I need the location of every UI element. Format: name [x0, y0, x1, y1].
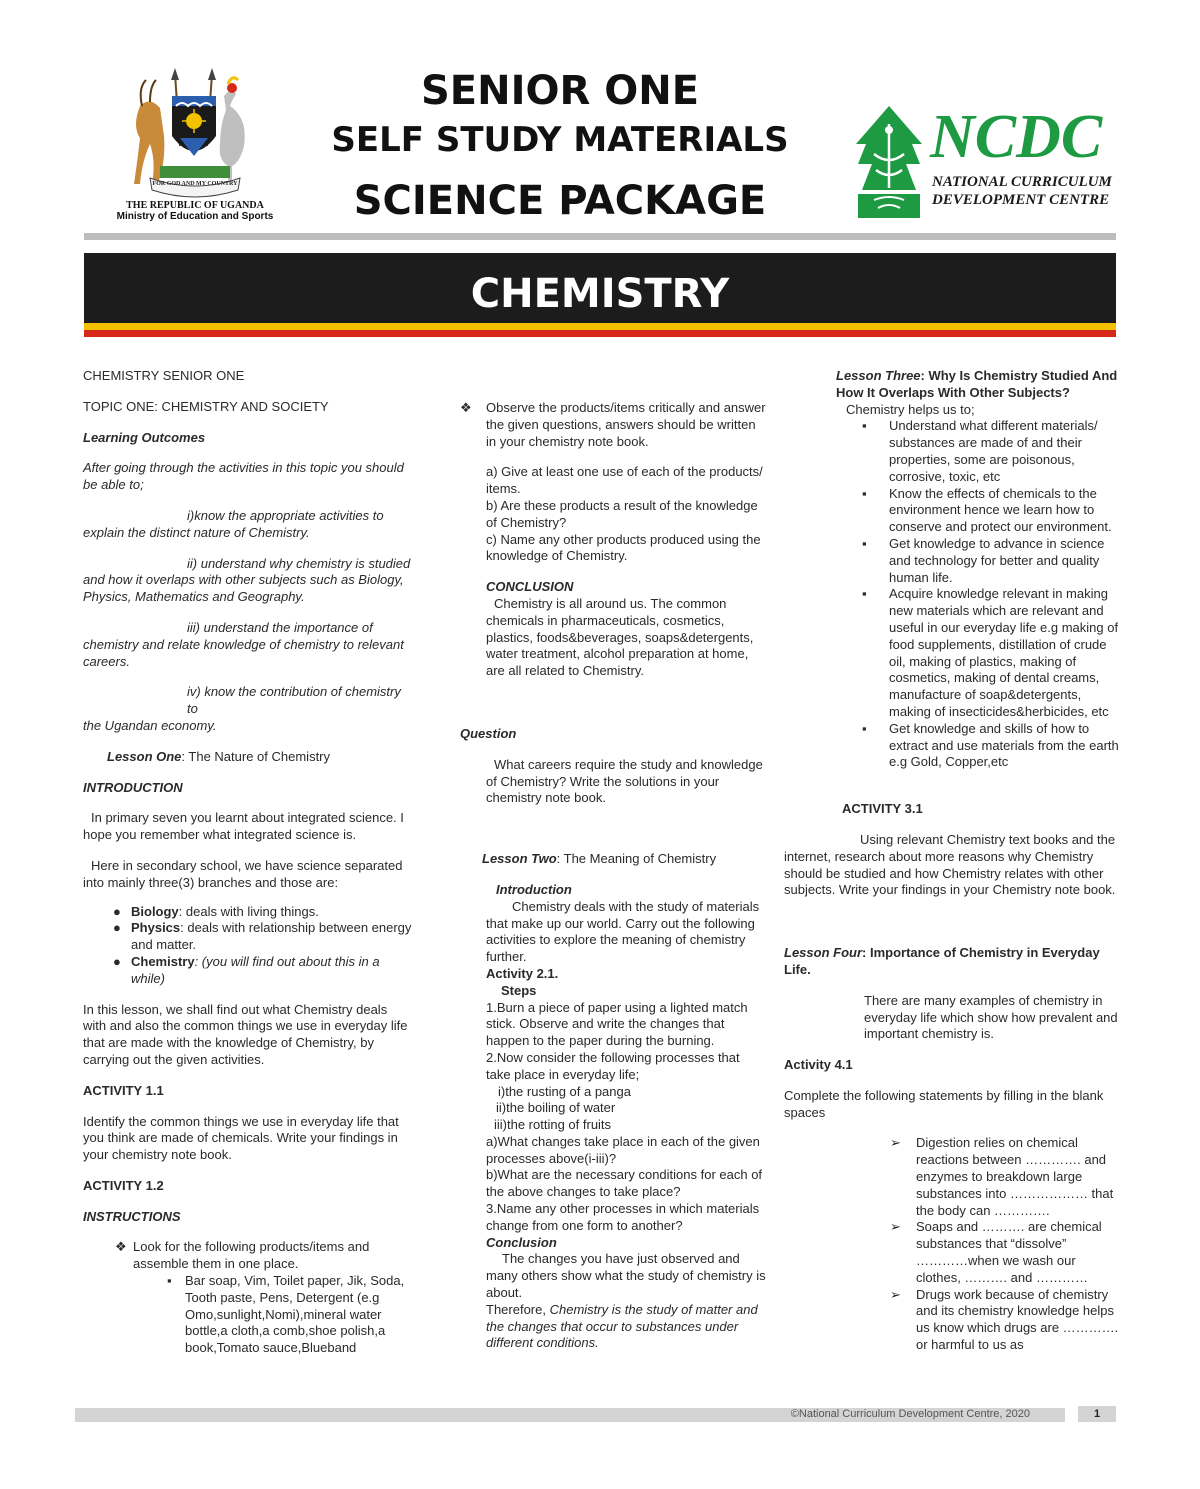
introduction-heading: INTRODUCTION — [83, 779, 183, 795]
header-divider — [84, 233, 1116, 240]
introduction-2-heading: Introduction — [496, 881, 572, 897]
title-senior-one: SENIOR ONE — [420, 68, 700, 114]
question-a: a) Give at least one use of each of the products/ items. — [486, 464, 763, 497]
outcomes-intro: After going through the activities in this topic you should be able to; — [83, 460, 404, 493]
step-3: 3.Name any other processes in which materials change from one form to another? — [486, 1201, 760, 1233]
lesson-one-heading: Lesson One: The Nature of Chemistry — [107, 748, 331, 764]
conclusion-2-heading: Conclusion — [486, 1234, 557, 1250]
reasons-list — [784, 418, 1120, 771]
doc-heading: CHEMISTRY SENIOR ONE — [83, 368, 245, 383]
list-item: ▪ Understand what different materials/ substances are made of and their properties, some are poisonous, corrosive, toxic, etc — [862, 418, 1098, 484]
conclusion-heading: CONCLUSION — [486, 579, 574, 595]
flag-stripe-yellow — [84, 323, 1116, 330]
activity-3-1-heading: ACTIVITY 3.1 — [842, 801, 923, 817]
ncdc-wordmark: NCDC — [930, 103, 1103, 171]
definition: Therefore, Chemistry is the study of matter and the changes that occur to substances under different conditions. — [486, 1301, 758, 1351]
topic-heading: TOPIC ONE: CHEMISTRY AND SOCIETY — [83, 398, 329, 414]
conclusion-text: Chemistry is all around us. The common chemicals in pharmaceuticals, cosmetics, plastics, foods&beverages, soaps&detergents, water treatment, alcohol preparation at home, are all related to Chemistry. — [486, 595, 754, 679]
instructions-heading: INSTRUCTIONS — [83, 1208, 181, 1224]
subject-banner — [84, 253, 1116, 323]
outcome-4b: the Ugandan economy. — [83, 717, 217, 733]
republic-label: THE REPUBLIC OF UGANDA — [126, 200, 264, 211]
outcome-3a: iii) understand the importance of — [187, 619, 373, 635]
list-item: ➢ Soaps and ………. are chemical substances that “dissolve” …………when we wash our clothes, ………. and ………… — [890, 1219, 1102, 1285]
list-item: ▪ Get knowledge and skills of how to extract and use materials from the earth e.g Gold, Copper,etc — [862, 720, 1119, 770]
examples-text: There are many examples of chemistry in everyday life which show how prevalent and important chemistry is. — [864, 992, 1118, 1042]
activity-1-1-text: Identify the common things we use in everyday life that you think are made of chemicals. Write your findings in your chemistry note book. — [83, 1113, 399, 1163]
step-2-ii: ii)the boiling of water — [496, 1100, 616, 1116]
activity-1-1-heading: ACTIVITY 1.1 — [83, 1082, 164, 1098]
question-heading: Question — [460, 725, 517, 741]
column-3 — [784, 368, 1120, 1354]
step-2-a: a)What changes take place in each of the given processes above(i-iii)? — [486, 1133, 760, 1166]
list-item: ▪ Acquire knowledge relevant in making new materials which are relevant and useful in our everyday life e.g making of food supplements, distillation of crude oil, making of plastics, making of cosmetics, making of dental creams, manufacture of soap&detergents, making of insecticides&herbicides, etc — [862, 586, 1119, 719]
outcome-1b: explain the distinct nature of Chemistry. — [83, 524, 310, 540]
branches-list — [83, 904, 413, 988]
lesson-paragraph: In this lesson, we shall find out what Chemistry deals with and also the common things we use in everyday life that are made with the knowledge of Chemistry, by carrying out the given activities. — [83, 1001, 408, 1067]
questions-block — [460, 464, 766, 680]
step-2-iii: iii)the rotting of fruits — [494, 1117, 612, 1133]
list-item: ▪ Get knowledge to advance in science and technology for better and quality human life. — [862, 535, 1105, 585]
intro-paragraph-1: In primary seven you learnt about integrated science. I hope you remember what integrated science is. — [83, 810, 404, 843]
title-self-study: SELF STUDY MATERIALS — [331, 120, 789, 160]
outcome-4a: iv) know the contribution of chemistry to — [187, 684, 401, 717]
flag-stripe-red — [84, 330, 1116, 337]
steps-heading: Steps — [501, 982, 537, 998]
motto-ribbon: FOR GOD AND MY COUNTRY — [152, 181, 238, 187]
fill-blanks-list — [784, 1135, 1120, 1353]
footer-copyright: ©National Curriculum Development Centre, 2020 — [790, 1408, 1030, 1420]
step-1: 1.Burn a piece of paper using a lighted match stick. Observe and write the changes that happen to the paper during the burning. — [486, 999, 748, 1049]
ncdc-line2: DEVELOPMENT CENTRE — [932, 192, 1110, 208]
outcome-1a: i)know the appropriate activities to — [187, 507, 384, 523]
outcome-2b: and how it overlaps with other subjects such as Biology, Physics, Mathematics and Geography. — [83, 572, 404, 605]
list-item: ● Chemistry: (you will find out about this in a while) — [113, 953, 380, 986]
lesson-four-heading: Lesson Four: Importance of Chemistry in Everyday Life. — [784, 945, 1100, 977]
outcome-2a: ii) understand why chemistry is studied — [187, 555, 411, 571]
outcome-3b: chemistry and relate knowledge of chemistry to relevant careers. — [83, 636, 404, 669]
step-2-b: b)What are the necessary conditions for each of the above changes to take place? — [486, 1167, 763, 1200]
column-2 — [460, 400, 766, 1352]
step-2-i: i)the rusting of a panga — [498, 1083, 631, 1099]
subject-title: CHEMISTRY — [470, 271, 730, 317]
column-1 — [83, 368, 413, 1357]
question-c: c) Name any other products produced using the knowledge of Chemistry. — [486, 531, 761, 564]
introduction-2-text: Chemistry deals with the study of materials that make up our world. Carry out the following activities to explore the meaning of chemistry further. — [486, 898, 760, 965]
lesson-three-heading: Lesson Three: Why Is Chemistry Studied And How It Overlaps With Other Subjects? — [836, 368, 1118, 400]
activity-1-2-heading: ACTIVITY 1.2 — [83, 1177, 164, 1193]
list-item: ● Physics: deals with relationship between energy and matter. — [113, 920, 412, 953]
list-item: ➢ Drugs work because of chemistry and its chemistry knowledge helps us know which drugs are …………. or harmful to us as — [890, 1286, 1119, 1353]
list-item: ▪ Know the effects of chemicals to the environment hence we learn how to conserve and protect our environment. — [862, 485, 1112, 535]
ncdc-line1: NATIONAL CURRICULUM — [932, 174, 1112, 190]
list-item: ➢ Digestion relies on chemical reactions between …………. and enzymes to breakdown large substances into ……………… that the body can …………. — [890, 1135, 1114, 1218]
helps-intro: Chemistry helps us to; — [846, 401, 975, 417]
title-science-package: SCIENCE PACKAGE — [353, 178, 767, 224]
activity-3-1-text: Using relevant Chemistry text books and the internet, research about more reasons why Chemistry should be studied and how Chemistry relates with other subjects. Write your findings in your Chemistry note book. — [784, 831, 1116, 898]
activity-4-1-text: Complete the following statements by filling in the blank spaces — [784, 1087, 1104, 1120]
list-item: ● Biology: deals with living things. — [113, 903, 319, 919]
instruction-item: ❖ Look for the following products/items and assemble them in one place. — [115, 1239, 370, 1272]
intro-paragraph-2: Here in secondary school, we have science separated into mainly three(3) branches and those are: — [83, 857, 403, 890]
page-number: 1 — [1078, 1406, 1116, 1422]
items-list: ▪ Bar soap, Vim, Toilet paper, Jik, Soda, Tooth paste, Pens, Detergent (e.g Omo,sunlight,Nomi),mineral water bottle,a cloth,a comb,shoe polish,a book,Tomato sauce,Blueband — [167, 1273, 405, 1356]
activity-4-1-heading: Activity 4.1 — [784, 1057, 853, 1073]
lesson-two-heading: Lesson Two: The Meaning of Chemistry — [482, 851, 717, 867]
activity-2-1-heading: Activity 2.1. — [486, 965, 559, 981]
observe-instruction: ❖ Observe the products/items critically and answer the given questions, answers should be written in your chemistry note book. — [460, 400, 766, 449]
ncdc-logo-icon — [854, 104, 924, 220]
lesson-two-body — [460, 882, 766, 1352]
question-b: b) Are these products a result of the knowledge of Chemistry? — [486, 497, 758, 530]
conclusion-2-text: The changes you have just observed and many others show what the study of chemistry is about. — [486, 1251, 766, 1301]
question-text: What careers require the study and knowledge of Chemistry? Write the solutions in your chemistry note book. — [486, 756, 763, 806]
ministry-label: Ministry of Education and Sports — [116, 211, 274, 222]
step-2: 2.Now consider the following processes that take place in everyday life; — [486, 1049, 740, 1082]
learning-outcomes-heading: Learning Outcomes — [83, 429, 206, 445]
